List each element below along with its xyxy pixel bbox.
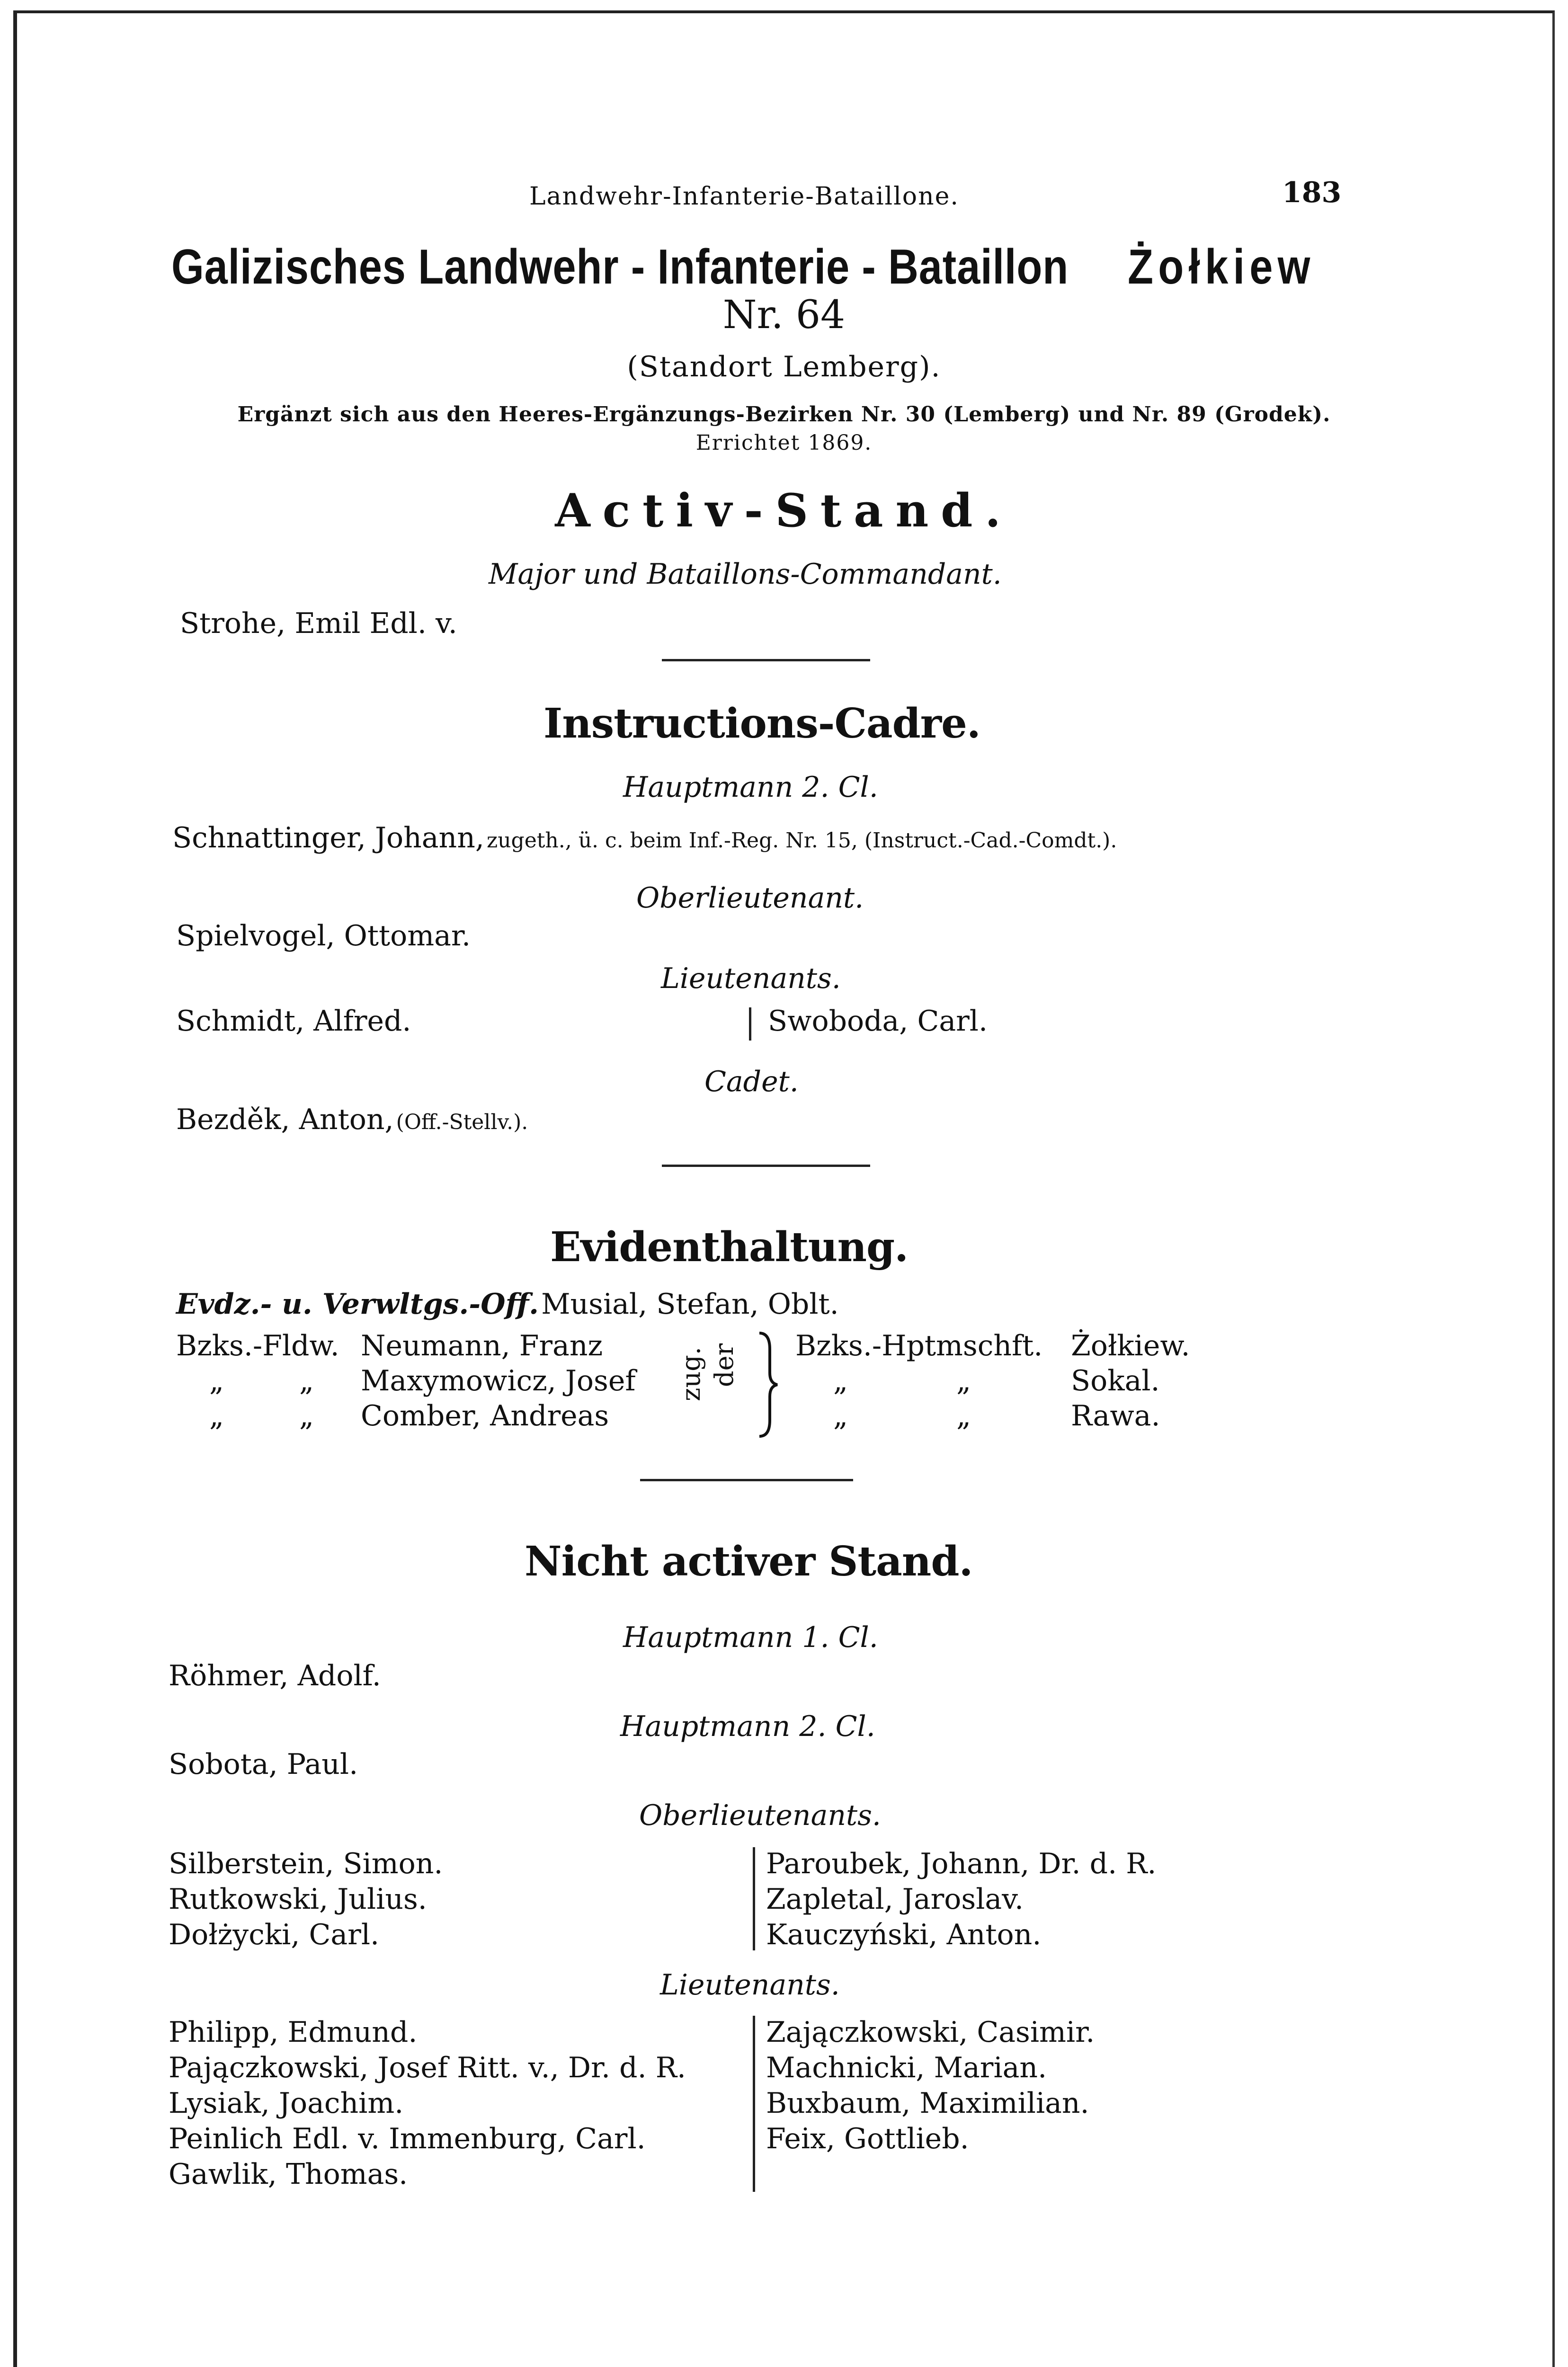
evidenz-row-2-ditto-c: „ (833, 1364, 848, 1397)
evidenz-row-1-name: Neumann, Franz (361, 1329, 603, 1362)
list-item: Feix, Gottlieb. (766, 2122, 969, 2155)
zug-label: zug. (676, 1347, 706, 1401)
instructions-cadre-heading: Instructions-Cadre. (543, 700, 980, 747)
evidenz-row-2-ditto-b: „ (299, 1364, 314, 1397)
lt-right-name: Swoboda, Carl. (768, 1005, 988, 1038)
standort: (Standort Lemberg). (627, 350, 941, 383)
list-item: Paroubek, Johann, Dr. d. R. (766, 1847, 1157, 1880)
page-title: Galizisches Landwehr - Infanterie - Bataillon (171, 240, 1069, 294)
list-item: Silberstein, Simon. (169, 1847, 443, 1880)
lt-rank: Lieutenants. (661, 962, 841, 995)
brace-icon (756, 1330, 779, 1439)
divider (640, 1479, 853, 1481)
evidenz-row-3-place: Rawa. (1071, 1399, 1160, 1433)
nicht-activer-stand-heading: Nicht activer Stand. (525, 1538, 973, 1585)
hauptmann-rank: Hauptmann 2. Cl. (623, 771, 878, 804)
list-item: Buxbaum, Maximilian. (766, 2087, 1089, 2120)
hauptmann-note: zugeth., ü. c. beim Inf.-Reg. Nr. 15, (Instruct.-Cad.-Comdt.). (487, 828, 1117, 853)
hptm2-name: Sobota, Paul. (169, 1748, 358, 1781)
oblt-right-list (766, 1846, 1156, 1953)
oblt-rank: Oberlieutenant. (636, 881, 864, 915)
column-divider (753, 1847, 755, 1950)
major-rank: Major und Bataillons-Commandant. (489, 558, 1002, 591)
evidenz-row-2-place: Sokal. (1071, 1364, 1160, 1397)
evidenz-row-3-name: Comber, Andreas (361, 1399, 609, 1433)
divider (662, 1165, 870, 1167)
major-name: Strohe, Emil Edl. v. (180, 607, 457, 640)
list-item: Pajączkowski, Josef Ritt. v., Dr. d. R. (169, 2051, 686, 2084)
column-divider (753, 2016, 755, 2192)
evidenz-row-2-ditto-a: „ (209, 1364, 224, 1397)
title-place: Żołkiew (1128, 240, 1315, 294)
hptm1-rank: Hauptmann 1. Cl. (623, 1621, 878, 1654)
list-item: Dołżycki, Carl. (169, 1918, 380, 1951)
hptm1-name: Röhmer, Adolf. (169, 1659, 381, 1692)
list-item: Philipp, Edmund. (169, 2016, 418, 2049)
evidenz-row-3-ditto-d: „ (956, 1399, 971, 1433)
list-item: Peinlich Edl. v. Immenburg, Carl. (169, 2122, 646, 2155)
list-item: Gawlik, Thomas. (169, 2158, 408, 2191)
activ-stand-heading: Activ-Stand. (555, 484, 1013, 537)
lt-right-list (766, 2015, 1095, 2157)
cadet-rank: Cadet. (704, 1065, 799, 1098)
oblt-name: Spielvogel, Ottomar. (176, 919, 471, 952)
cadet-entry (176, 1103, 528, 1136)
oblt2-rank: Oberlieutenants. (639, 1799, 881, 1832)
divider (662, 659, 870, 661)
evidenz-row-1-left: Bzks.-Fldw. (176, 1329, 339, 1362)
der-label: der (709, 1343, 739, 1387)
evidenz-officer-label: Evdz.- u. Verwltgs.-Off. (176, 1288, 539, 1321)
evidenz-row-2-ditto-d: „ (956, 1364, 971, 1397)
lt-left-name: Schmidt, Alfred. (176, 1005, 411, 1038)
recruitment-note: Ergänzt sich aus den Heeres-Ergänzungs-Bezirken Nr. 30 (Lemberg) und Nr. 89 (Grodek). (237, 402, 1331, 427)
list-item: Lysiak, Joachim. (169, 2087, 404, 2120)
lt2-rank: Lieutenants. (660, 1968, 840, 2002)
cadet-name: Bezděk, Anton, (176, 1103, 394, 1136)
evidenz-row-3-ditto-c: „ (833, 1399, 848, 1433)
oblt-left-list (169, 1846, 443, 1953)
list-item: Rutkowski, Julius. (169, 1883, 427, 1916)
evidenz-row-1-place: Żołkiew. (1071, 1329, 1190, 1362)
evidenz-officer-name: Musial, Stefan, Oblt. (541, 1288, 839, 1321)
cadet-note: (Off.-Stellv.). (396, 1110, 528, 1134)
running-header: Landwehr-Infanterie-Bataillone. (529, 182, 959, 211)
evidenz-officer (176, 1288, 839, 1321)
evidenz-row-3-ditto-a: „ (209, 1399, 224, 1433)
hauptmann-entry (172, 821, 1117, 854)
evidenz-row-2-name: Maxymowicz, Josef (361, 1364, 636, 1397)
hauptmann-name: Schnattinger, Johann, (172, 821, 484, 854)
established: Errichtet 1869. (695, 431, 873, 455)
list-item: Zapletal, Jaroslav. (766, 1883, 1024, 1916)
page-number: 183 (1282, 176, 1342, 209)
list-item: Machnicki, Marian. (766, 2051, 1047, 2084)
column-divider (749, 1007, 751, 1041)
evidenz-row-3-ditto-b: „ (299, 1399, 314, 1433)
evidenthaltung-heading: Evidenthaltung. (550, 1223, 909, 1271)
battalion-number: Nr. 64 (722, 293, 846, 338)
list-item: Zajączkowski, Casimir. (766, 2016, 1095, 2049)
list-item: Kauczyński, Anton. (766, 1918, 1042, 1951)
hptm2-rank: Hauptmann 2. Cl. (620, 1710, 875, 1743)
lt-left-list (169, 2015, 686, 2192)
evidenz-row-1-right: Bzks.-Hptmschft. (795, 1329, 1043, 1362)
